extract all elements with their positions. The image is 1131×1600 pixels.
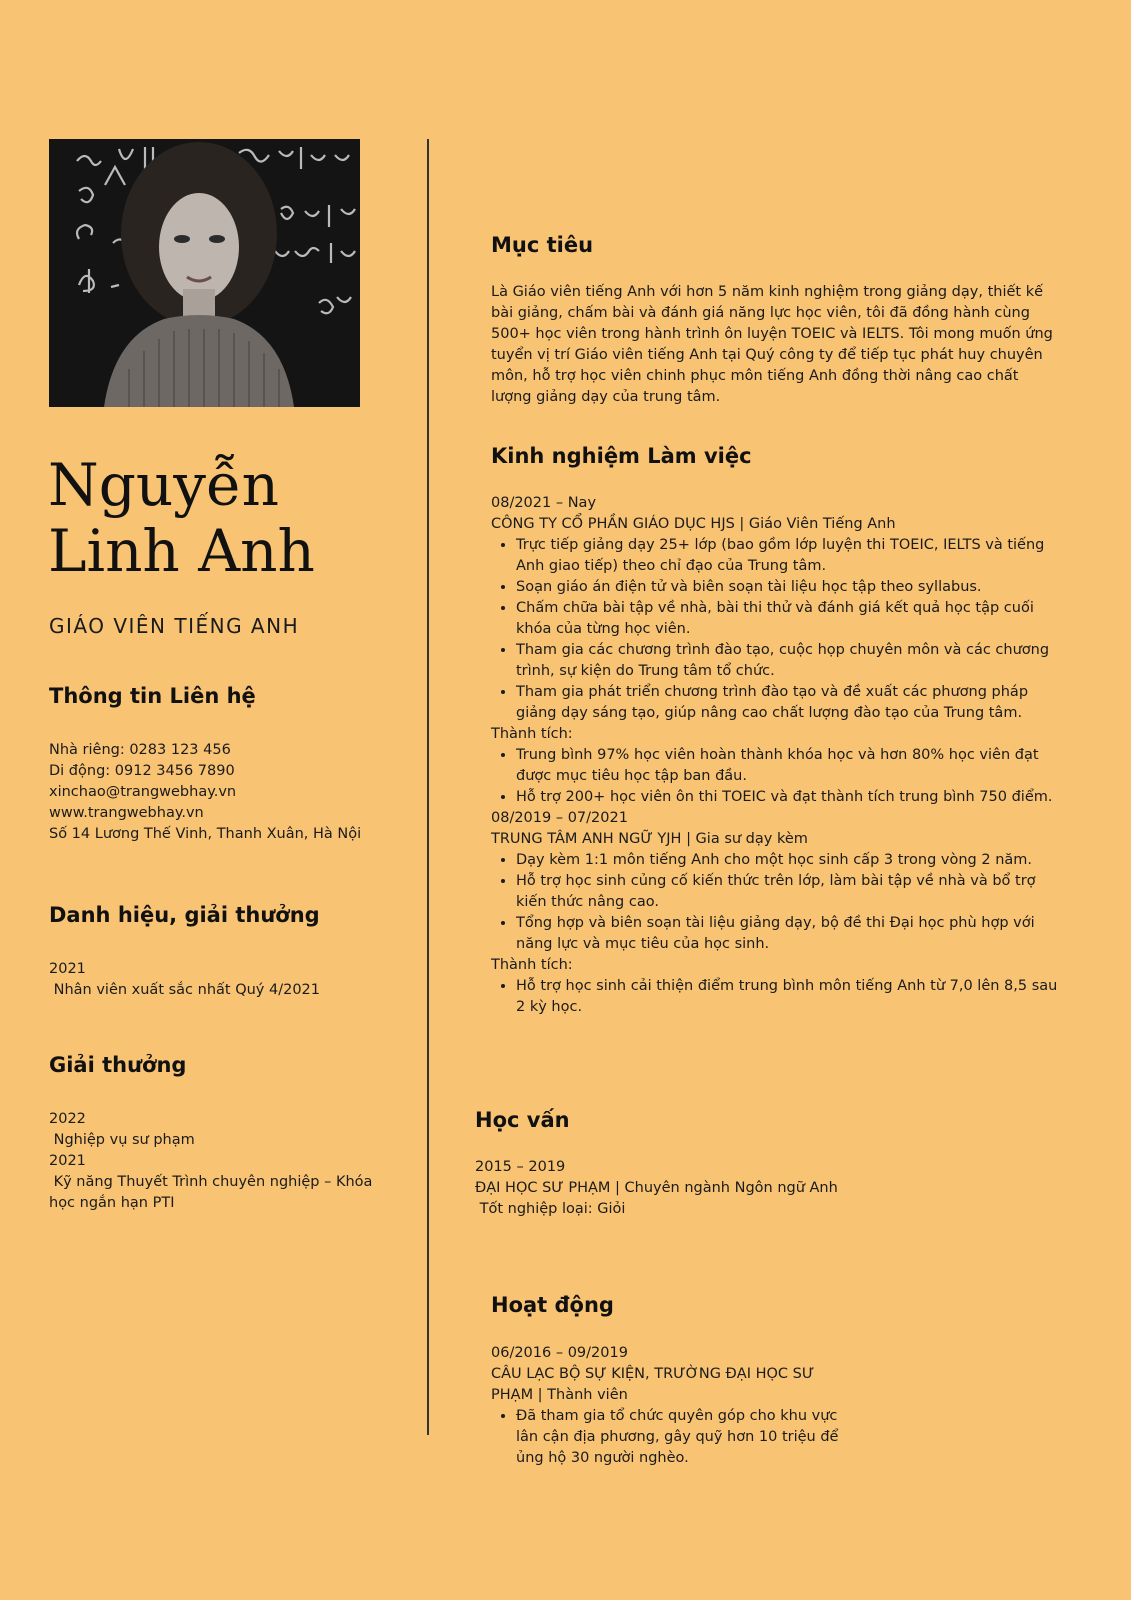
- list-item: • Hỗ trợ 200+ học viên ôn thi TOEIC và đạt thành tích trung bình 750 điểm.: [516, 787, 1063, 808]
- award-item-2: Kỹ năng Thuyết Trình chuyên nghiệp – Khóa học ngắn hạn PTI: [49, 1174, 378, 1211]
- job2-company: TRUNG TÂM ANH NGỮ YJH | Gia sư dạy kèm: [491, 831, 808, 847]
- award-year-2: 2021: [49, 1153, 86, 1169]
- name-line-2: Linh Anh: [48, 517, 315, 585]
- list-item: • Chấm chữa bài tập về nhà, bài thi thử và đánh giá kết quả học tập cuối khóa của từng học viên.: [516, 598, 1063, 640]
- list-item: • Trực tiếp giảng dạy 25+ lớp (bao gồm lớp luyện thi TOEIC, IELTS và tiếng Anh giao tiếp) theo chỉ đạo của Trung tâm.: [516, 535, 1063, 577]
- address: Số 14 Lương Thế Vinh, Thanh Xuân, Hà Nội: [49, 826, 362, 842]
- list-item: • Đã tham gia tổ chức quyên góp cho khu vực lân cận địa phương, gây quỹ hơn 10 triệu để ủng hộ 30 người nghèo.: [516, 1406, 846, 1469]
- list-item: • Trung bình 97% học viên hoàn thành khóa học và hơn 80% học viên đạt được mục tiêu học tập ban đầu.: [516, 745, 1063, 787]
- award-item-1: Nghiệp vụ sư phạm: [49, 1132, 195, 1148]
- job2-duties: [491, 850, 1063, 955]
- activities-body: [491, 1343, 846, 1469]
- list-item: • Tham gia các chương trình đào tạo, cuộc họp chuyên môn và các chương trình, sự kiện do Trung tâm tổ chức.: [516, 640, 1063, 682]
- education-school: ĐẠI HỌC SƯ PHẠM | Chuyên ngành Ngôn ngữ Anh: [475, 1180, 838, 1196]
- list-item: • Hỗ trợ học sinh củng cố kiến thức trên lớp, làm bài tập về nhà và bổ trợ kiến thức nâng cao.: [516, 871, 1063, 913]
- website: www.trangwebhay.vn: [49, 805, 204, 821]
- job1-achievements-label: Thành tích:: [491, 726, 573, 742]
- mobile-phone: Di động: 0912 3456 7890: [49, 763, 235, 779]
- contact-info: [49, 740, 361, 845]
- objective-heading: Mục tiêu: [491, 233, 594, 257]
- award-year-1: 2022: [49, 1111, 86, 1127]
- contact-heading: Thông tin Liên hệ: [49, 684, 256, 708]
- activities-heading: Hoạt động: [491, 1293, 614, 1317]
- column-divider: [427, 139, 429, 1435]
- honors-list: [49, 959, 320, 1001]
- name-line-1: Nguyễn: [48, 451, 280, 519]
- job2-achievements: [491, 976, 1063, 1018]
- list-item: • Tổng hợp và biên soạn tài liệu giảng dạy, bộ đề thi Đại học phù hợp với năng lực và mục tiêu của học sinh.: [516, 913, 1063, 955]
- list-item: • Hỗ trợ học sinh cải thiện điểm trung bình môn tiếng Anh từ 7,0 lên 8,5 sau 2 kỳ học.: [516, 976, 1063, 1018]
- objective-text: Là Giáo viên tiếng Anh với hơn 5 năm kinh nghiệm trong giảng dạy, thiết kế bài giảng, chấm bài và đánh giá năng lực học viên, tôi đã đồng hành cùng 500+ học viên trong hành trình ôn luyện TOEIC và IELTS. Tôi mong muốn ứng tuyển vị trí Giáo viên tiếng Anh tại Quý công ty để tiếp tục phát huy chuyên môn, hỗ trợ học viên chinh phục môn tiếng Anh đồng thời nâng cao chất lượng giảng dạy của trung tâm.: [491, 284, 1053, 405]
- activity-items: [491, 1406, 846, 1469]
- education-grade: Tốt nghiệp loại: Giỏi: [475, 1201, 626, 1217]
- list-item: • Soạn giáo án điện tử và biên soạn tài liệu học tập theo syllabus.: [516, 577, 1063, 598]
- honor-year: 2021: [49, 961, 86, 977]
- experience-body: [491, 493, 1063, 1018]
- job-title: GIÁO VIÊN TIẾNG ANH: [49, 614, 300, 638]
- honors-heading: Danh hiệu, giải thưởng: [49, 903, 320, 927]
- awards-list: [49, 1109, 389, 1214]
- job1-company: CÔNG TY CỔ PHẦN GIÁO DỤC HJS | Giáo Viên Tiếng Anh: [491, 516, 896, 532]
- activity-period: 06/2016 – 09/2019: [491, 1345, 628, 1361]
- candidate-name: [48, 452, 388, 584]
- activity-org: CÂU LẠC BỘ SỰ KIỆN, TRƯỜNG ĐẠI HỌC SƯ PHẠM | Thành viên: [491, 1366, 815, 1403]
- experience-heading: Kinh nghiệm Làm việc: [491, 444, 752, 468]
- education-period: 2015 – 2019: [475, 1159, 566, 1175]
- job1-achievements: [491, 745, 1063, 808]
- job2-period: 08/2019 – 07/2021: [491, 810, 628, 826]
- honor-item: Nhân viên xuất sắc nhất Quý 4/2021: [49, 982, 320, 998]
- education-heading: Học vấn: [475, 1108, 570, 1132]
- job2-achievements-label: Thành tích:: [491, 957, 573, 973]
- email: xinchao@trangwebhay.vn: [49, 784, 237, 800]
- job1-period: 08/2021 – Nay: [491, 495, 597, 511]
- list-item: • Tham gia phát triển chương trình đào tạo và đề xuất các phương pháp giảng dạy sáng tạo, giúp nâng cao chất lượng đào tạo của Trung tâm.: [516, 682, 1063, 724]
- job1-duties: [491, 535, 1063, 724]
- home-phone: Nhà riêng: 0283 123 456: [49, 742, 231, 758]
- awards-heading: Giải thưởng: [49, 1053, 187, 1077]
- list-item: • Dạy kèm 1:1 môn tiếng Anh cho một học sinh cấp 3 trong vòng 2 năm.: [516, 850, 1063, 871]
- education-body: [475, 1157, 838, 1220]
- profile-photo: [49, 139, 360, 407]
